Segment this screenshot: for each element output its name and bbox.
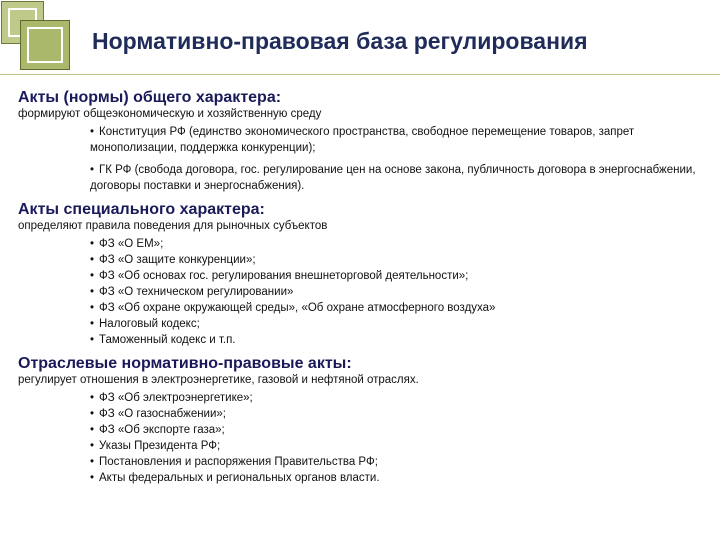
list-item-text: Постановления и распоряжения Правительства РФ; (99, 456, 378, 468)
list-item-text: ФЗ «Об основах гос. регулирования внешнеторговой деятельности»; (99, 270, 469, 282)
list-item-text: ФЗ «О техническом регулировании» (99, 286, 294, 298)
logo-square-front (20, 20, 70, 70)
bullet-icon: • (90, 302, 95, 314)
list-item (90, 422, 714, 438)
title-divider (0, 74, 720, 75)
list-item-text: ГК РФ (свобода договора, гос. регулирование цен на основе закона, публичность договора в энергоснабжении, договоры поставки и энергоснабжения). (90, 164, 696, 192)
list-item (90, 438, 714, 454)
logo-squares-icon (0, 0, 82, 78)
list-item (90, 390, 714, 406)
list-item-text: ФЗ «О газоснабжении»; (99, 408, 226, 420)
list-item (90, 124, 714, 156)
section-description: регулирует отношения в электроэнергетике, газовой и нефтяной отраслях. (18, 374, 419, 386)
list-item-text: Конституция РФ (единство экономического пространства, свободное перемещение товаров, запрет монополизации, поддержка конкуренции); (90, 126, 635, 154)
list-item-text: ФЗ «О ЕМ»; (99, 238, 164, 250)
bullet-icon: • (90, 164, 95, 176)
section-general-acts (18, 88, 714, 194)
bullet-icon: • (90, 408, 95, 420)
list-item (90, 284, 714, 300)
bullet-icon: • (90, 424, 95, 436)
section-description: формируют общеэкономическую и хозяйственную среду (18, 108, 322, 120)
content (18, 88, 714, 492)
list-item (90, 162, 714, 194)
list-item (90, 470, 714, 486)
list-item (90, 332, 714, 348)
page-title: Нормативно-правовая база регулирования (92, 28, 588, 54)
bullet-icon: • (90, 270, 95, 282)
section-heading: Акты специального характера: (18, 201, 265, 218)
list-item (90, 316, 714, 332)
bullet-icon: • (90, 254, 95, 266)
section-heading: Акты (нормы) общего характера: (18, 89, 282, 106)
list-item (90, 236, 714, 252)
list-item (90, 300, 714, 316)
list-item-text: ФЗ «Об охране окружающей среды», «Об охране атмосферного воздуха» (99, 302, 496, 314)
bullet-icon: • (90, 238, 95, 250)
list-item (90, 454, 714, 470)
bullet-list (18, 124, 714, 194)
list-item-text: Акты федеральных и региональных органов власти. (99, 472, 380, 484)
list-item-text: Таможенный кодекс и т.п. (99, 334, 236, 346)
section-special-acts (18, 200, 714, 348)
list-item (90, 252, 714, 268)
list-item-text: Налоговый кодекс; (99, 318, 200, 330)
list-item (90, 268, 714, 284)
section-industry-acts (18, 354, 714, 486)
bullet-list (18, 236, 714, 348)
bullet-icon: • (90, 392, 95, 404)
bullet-icon: • (90, 334, 95, 346)
bullet-icon: • (90, 472, 95, 484)
bullet-icon: • (90, 440, 95, 452)
bullet-icon: • (90, 456, 95, 468)
list-item-text: Указы Президента РФ; (99, 440, 221, 452)
bullet-icon: • (90, 126, 95, 138)
bullet-icon: • (90, 318, 95, 330)
list-item-text: ФЗ «Об экспорте газа»; (99, 424, 225, 436)
list-item-text: ФЗ «Об электроэнергетике»; (99, 392, 253, 404)
list-item (90, 406, 714, 422)
section-description: определяют правила поведения для рыночных субъектов (18, 220, 328, 232)
list-item-text: ФЗ «О защите конкуренции»; (99, 254, 256, 266)
bullet-list (18, 390, 714, 486)
bullet-icon: • (90, 286, 95, 298)
section-heading: Отраслевые нормативно-правовые акты: (18, 355, 352, 372)
